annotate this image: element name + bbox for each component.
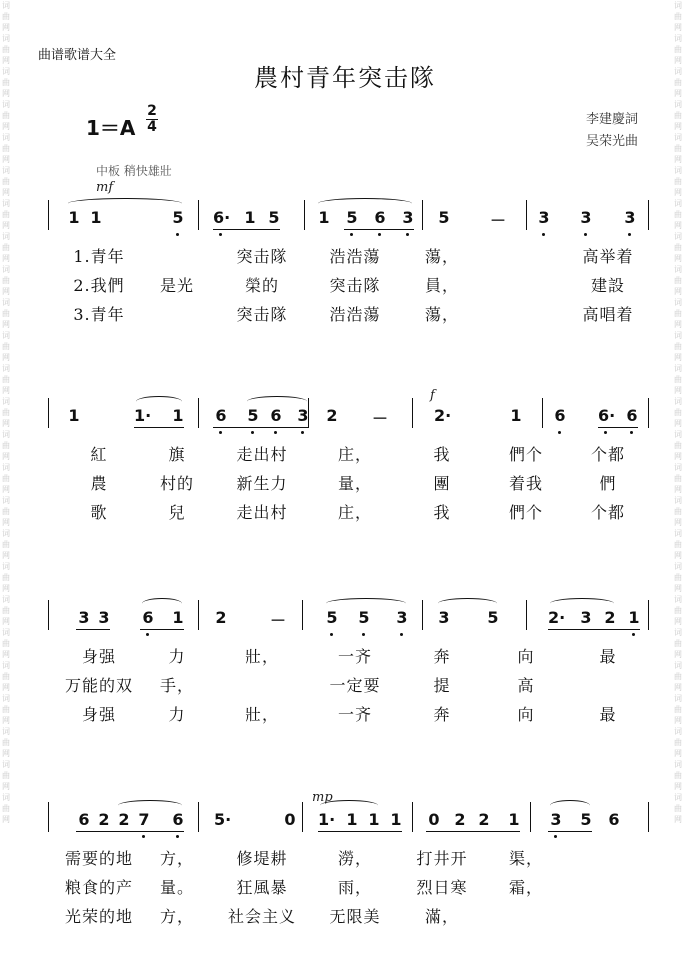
lyric-word: 歌 (90, 503, 108, 522)
lyric-word: 高唱着 (582, 305, 634, 324)
barline (48, 398, 49, 428)
note: 5 (438, 208, 450, 227)
beam-underline (548, 831, 592, 832)
lyric-word: 修堤耕 (236, 849, 288, 868)
note: 6 (270, 406, 282, 425)
slur (320, 800, 378, 811)
note: 2· (434, 406, 452, 425)
notation-row (48, 394, 648, 436)
note: 1 (68, 208, 80, 227)
lyric-word: 无限美 (329, 907, 381, 926)
beam-underline (134, 427, 184, 428)
lyric-word: 突击隊 (329, 276, 381, 295)
note: 3 (78, 608, 90, 627)
lyric-word: 農 (90, 474, 108, 493)
note: 1 (390, 810, 402, 829)
lyric-word: 紅 (90, 445, 108, 464)
note: 2 (454, 810, 466, 829)
barline (542, 398, 543, 428)
octave-dot (558, 431, 561, 434)
note: 3 (297, 406, 309, 425)
note: 6 (172, 810, 184, 829)
lyric-word: 向 (517, 647, 535, 666)
octave-dot (604, 431, 607, 434)
site-label: 曲谱歌谱大全 (38, 48, 117, 63)
lyric-word: 最 (599, 705, 617, 724)
lyric-word: 滿， (424, 907, 459, 926)
lyric-line-1 (48, 638, 648, 667)
note: 1· (134, 406, 152, 425)
lyric-word: 浩浩蕩 (329, 305, 381, 324)
octave-dot (584, 233, 587, 236)
lyric-word: 高举着 (582, 247, 634, 266)
lyric-word: 打井开 (416, 849, 468, 868)
note: 1 (172, 406, 184, 425)
watermark-left: 词曲网词曲网词曲网词曲网词曲网词曲网词曲网词曲网词曲网词曲网词曲网词曲网词曲网词曲网词曲网词曲网词曲网词曲网词曲网词曲网词曲网词曲网词曲网词曲网词曲网 (2, 1, 10, 824)
barline (422, 200, 423, 230)
lyric-word: 突击隊 (236, 247, 288, 266)
lyric-line-3 (48, 296, 648, 325)
music-system (48, 394, 648, 523)
dynamic-mf: mf (96, 180, 114, 195)
note: 1 (508, 810, 520, 829)
octave-dot (146, 633, 149, 636)
barline (526, 200, 527, 230)
lyric-word: 个都 (590, 503, 625, 522)
note: 3 (580, 208, 592, 227)
lyric-word: 高 (517, 676, 535, 695)
slur (142, 598, 182, 609)
note: 6 (626, 406, 638, 425)
beam-underline (344, 229, 414, 230)
lyric-word: 狂風暴 (236, 878, 288, 897)
beam-underline (426, 831, 520, 832)
note: 6· (598, 406, 616, 425)
lyric-word: 社会主义 (227, 907, 296, 926)
lyric-word: 光荣的地 (64, 907, 133, 926)
lyric-word: 村的 (159, 474, 194, 493)
note: 2 (478, 810, 490, 829)
composer-credit: 吴荣光曲 (585, 134, 638, 149)
note: 1 (68, 406, 80, 425)
lyric-word: 我 (433, 445, 451, 464)
barline (198, 600, 199, 630)
lyric-word: 建設 (590, 276, 625, 295)
note: 3 (98, 608, 110, 627)
lyric-word: 壯， (244, 647, 279, 666)
note: 3 (538, 208, 550, 227)
notation-row (48, 196, 648, 238)
octave-dot (406, 233, 409, 236)
barline (422, 600, 423, 630)
slur (118, 800, 182, 811)
beam-underline (548, 629, 640, 630)
lyric-line-3 (48, 898, 648, 927)
notation-row (48, 798, 648, 840)
lyric-word: 一齐 (337, 647, 372, 666)
note: 1 (172, 608, 184, 627)
lyricist-credit: 李建慶詞 (585, 112, 638, 127)
lyric-line-2 (48, 869, 648, 898)
note: 5 (268, 208, 280, 227)
note: 3 (580, 608, 592, 627)
lyric-word: 澇， (337, 849, 372, 868)
octave-dot (176, 233, 179, 236)
slur (326, 598, 406, 609)
barline (412, 802, 413, 832)
note: 3 (402, 208, 414, 227)
slur (136, 396, 182, 407)
octave-dot (628, 233, 631, 236)
beam-underline (213, 229, 280, 230)
note: 6 (78, 810, 90, 829)
music-system (48, 798, 648, 927)
lyric-word: 奔 (433, 647, 451, 666)
barline (198, 802, 199, 832)
note: － (490, 211, 507, 230)
notation-row (48, 596, 648, 638)
lyric-word: 走出村 (236, 445, 288, 464)
note: 6· (213, 208, 231, 227)
lyric-word: 身强 (81, 705, 116, 724)
beam-underline (318, 831, 402, 832)
lyric-word: 突击隊 (236, 305, 288, 324)
watermark-right: 词曲网词曲网词曲网词曲网词曲网词曲网词曲网词曲网词曲网词曲网词曲网词曲网词曲网词曲网词曲网词曲网词曲网词曲网词曲网词曲网词曲网词曲网词曲网词曲网词曲网 (674, 1, 682, 824)
lyric-word: 旗 (168, 445, 186, 464)
lyric-word: 3.青年 (73, 305, 125, 324)
lyric-line-3 (48, 494, 648, 523)
note: 6 (142, 608, 154, 627)
lyric-word: 們个 (508, 503, 543, 522)
octave-dot (554, 835, 557, 838)
barline (304, 200, 305, 230)
note: 1 (90, 208, 102, 227)
beam-underline (213, 427, 309, 428)
lyric-line-1 (48, 840, 648, 869)
note: 2 (326, 406, 338, 425)
barline (48, 200, 49, 230)
note: 7 (138, 810, 150, 829)
barline (198, 398, 199, 428)
note: 3 (438, 608, 450, 627)
lyric-word: 2.我們 (73, 276, 125, 295)
lyric-word: 雨， (337, 878, 372, 897)
note: 1 (346, 810, 358, 829)
note: 1 (368, 810, 380, 829)
lyric-word: 力 (168, 647, 186, 666)
song-title: 農村青年突击隊 (254, 64, 436, 92)
note: 5 (247, 406, 259, 425)
lyric-word: 需要的地 (64, 849, 133, 868)
tempo-marking: 中板 稍快雄壯 (96, 164, 172, 178)
barline (48, 802, 49, 832)
lyric-word: 團 (433, 474, 451, 493)
barline (302, 802, 303, 832)
beam-underline (598, 427, 638, 428)
dynamic-mp: mp (312, 790, 333, 805)
barline (526, 600, 527, 630)
lyric-word: 1.青年 (73, 247, 125, 266)
lyric-word: 向 (517, 705, 535, 724)
lyric-word: 庄， (337, 445, 372, 464)
barline (648, 398, 649, 428)
lyric-word: 我 (433, 503, 451, 522)
lyric-word: 力 (168, 705, 186, 724)
barline (648, 802, 649, 832)
lyric-word: 走出村 (236, 503, 288, 522)
barline (198, 200, 199, 230)
lyric-word: 蕩， (424, 305, 459, 324)
octave-dot (301, 431, 304, 434)
lyric-word: 渠， (508, 849, 543, 868)
note: 5 (580, 810, 592, 829)
lyric-word: 兒 (168, 503, 186, 522)
lyric-word: 烈日寒 (416, 878, 468, 897)
octave-dot (219, 431, 222, 434)
lyric-word: 一定要 (329, 676, 381, 695)
note: 1 (244, 208, 256, 227)
lyric-word: 万能的双 (64, 676, 133, 695)
lyric-line-1 (48, 436, 648, 465)
note: 2 (118, 810, 130, 829)
slur (550, 598, 614, 609)
time-signature-top: 2 (147, 103, 157, 119)
octave-dot (630, 431, 633, 434)
note: 5 (172, 208, 184, 227)
lyric-word: 是光 (159, 276, 194, 295)
beam-underline (76, 831, 184, 832)
note: 1 (318, 208, 330, 227)
note: 2 (215, 608, 227, 627)
lyric-word: 个都 (590, 445, 625, 464)
slur (438, 598, 497, 609)
lyric-word: 量。 (159, 878, 194, 897)
octave-dot (632, 633, 635, 636)
lyric-word: 手， (159, 676, 194, 695)
lyric-word: 新生力 (236, 474, 288, 493)
octave-dot (251, 431, 254, 434)
key-signature: 1＝A (86, 116, 136, 140)
barline (648, 200, 649, 230)
note: 1 (510, 406, 522, 425)
barline (530, 802, 531, 832)
octave-dot (362, 633, 365, 636)
note: 3 (550, 810, 562, 829)
note: 0 (284, 810, 296, 829)
barline (302, 600, 303, 630)
barline (48, 600, 49, 630)
note: 1· (318, 810, 336, 829)
note: 5 (487, 608, 499, 627)
lyric-word: 提 (433, 676, 451, 695)
lyric-word: 着我 (508, 474, 543, 493)
lyric-word: 壯， (244, 705, 279, 724)
note: － (270, 611, 287, 630)
note: 6 (215, 406, 227, 425)
slur (550, 800, 590, 811)
lyric-word: 量， (337, 474, 372, 493)
lyric-line-3 (48, 696, 648, 725)
music-system (48, 196, 648, 325)
note: 5· (214, 810, 232, 829)
dynamic-f: f (430, 388, 435, 403)
lyric-line-2 (48, 465, 648, 494)
lyric-word: 們 (599, 474, 617, 493)
octave-dot (542, 233, 545, 236)
note: 3 (624, 208, 636, 227)
lyric-word: 浩浩蕩 (329, 247, 381, 266)
lyric-word: 庄， (337, 503, 372, 522)
lyric-word: 方， (159, 849, 194, 868)
time-signature-bottom: 4 (147, 119, 157, 135)
slur (247, 396, 307, 407)
music-system (48, 596, 648, 725)
octave-dot (330, 633, 333, 636)
lyric-word: 一齐 (337, 705, 372, 724)
octave-dot (274, 431, 277, 434)
slur (318, 198, 412, 209)
note: 5 (346, 208, 358, 227)
barline (648, 600, 649, 630)
octave-dot (400, 633, 403, 636)
note: 5 (358, 608, 370, 627)
note: 3 (396, 608, 408, 627)
slur (68, 198, 182, 209)
octave-dot (350, 233, 353, 236)
note: 6 (374, 208, 386, 227)
lyric-word: 最 (599, 647, 617, 666)
octave-dot (219, 233, 222, 236)
lyric-line-2 (48, 267, 648, 296)
lyric-line-1 (48, 238, 648, 267)
note: 6 (554, 406, 566, 425)
time-signature (146, 104, 158, 135)
beam-underline (140, 629, 184, 630)
lyric-word: 蕩， (424, 247, 459, 266)
note: － (372, 409, 389, 428)
lyric-word: 身强 (81, 647, 116, 666)
lyric-word: 霜， (508, 878, 543, 897)
lyric-word: 奔 (433, 705, 451, 724)
barline (412, 398, 413, 428)
lyric-word: 粮食的产 (64, 878, 133, 897)
beam-underline (76, 629, 110, 630)
lyric-word: 方， (159, 907, 194, 926)
note: 1 (628, 608, 640, 627)
octave-dot (176, 835, 179, 838)
lyric-word: 員， (424, 276, 459, 295)
lyric-word: 榮的 (244, 276, 279, 295)
note: 5 (326, 608, 338, 627)
lyric-word: 們个 (508, 445, 543, 464)
note: 2· (548, 608, 566, 627)
octave-dot (378, 233, 381, 236)
octave-dot (142, 835, 145, 838)
note: 2 (604, 608, 616, 627)
note: 2 (98, 810, 110, 829)
note: 0 (428, 810, 440, 829)
lyric-line-2 (48, 667, 648, 696)
note: 6 (608, 810, 620, 829)
